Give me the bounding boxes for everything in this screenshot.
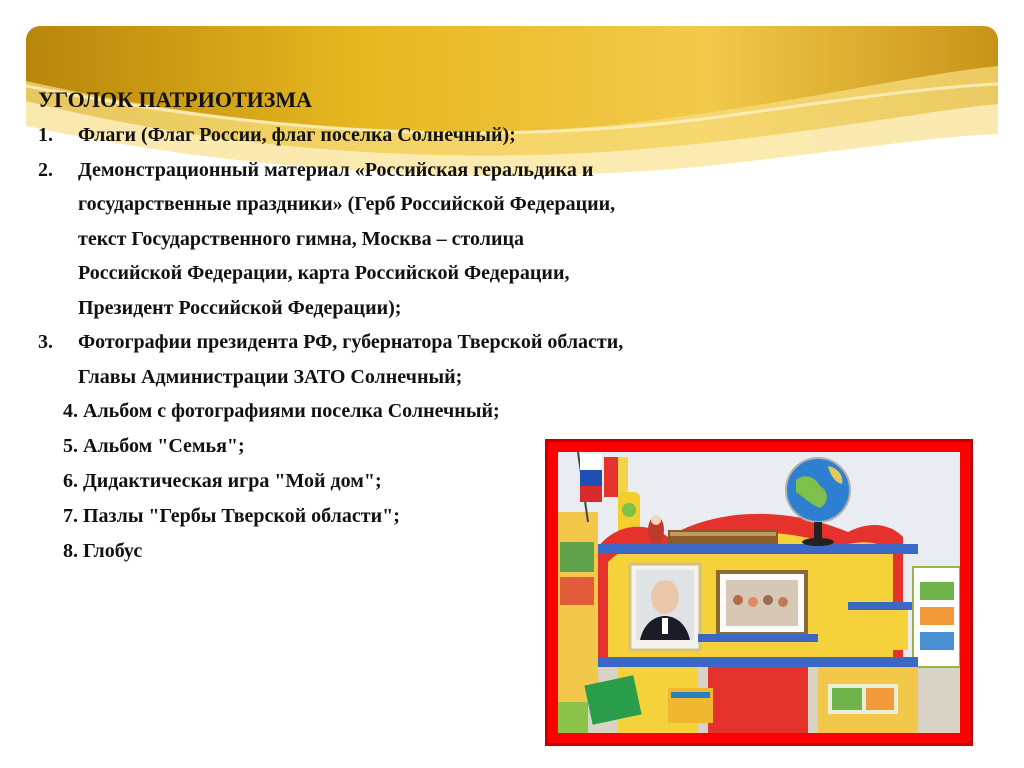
list-text: Главы Администрации ЗАТО Солнечный; (78, 365, 463, 388)
list-item (38, 153, 798, 188)
list-number: 3. (38, 331, 53, 353)
list-item-continuation (38, 187, 798, 222)
list-text: текст Государственного гимна, Москва – столица (78, 227, 525, 250)
list-item-continuation (38, 256, 798, 291)
list-item-continuation (38, 360, 798, 395)
list-number: 2. (38, 158, 53, 181)
list-text: Президент Российской Федерации); (78, 296, 402, 319)
list-item: 6. Дидактическая игра "Мой дом"; (63, 470, 382, 492)
list-text: Флаги (Флаг России, флаг поселка Солнечный); (78, 124, 516, 146)
classroom-photo (558, 452, 960, 733)
page-title: УГОЛОК ПАТРИОТИЗМА (38, 87, 313, 112)
numbered-list (38, 118, 798, 394)
list-text: Фотографии президента РФ, губернатора Тверской области, (78, 331, 624, 353)
list-item: 7. Пазлы "Гербы Тверской области"; (63, 505, 400, 527)
list-item-continuation (38, 291, 798, 326)
list-text: Российской Федерации, карта Российской Федерации, (78, 262, 570, 284)
list-item (38, 118, 798, 153)
list-text: государственные праздники» (Герб Российской Федерации, (78, 193, 616, 215)
list-item-continuation (38, 222, 798, 257)
patriotic-corner-photo-icon (558, 452, 960, 733)
list-item: 5. Альбом "Семья"; (63, 435, 245, 457)
photo-frame (545, 439, 973, 746)
list-number: 1. (38, 124, 53, 146)
list-text: Демонстрационный материал «Российская геральдика и (78, 158, 594, 181)
list-item (38, 325, 798, 360)
list-item: 4. Альбом с фотографиями поселка Солнечный; (63, 400, 500, 422)
list-item: 8. Глобус (63, 540, 143, 562)
